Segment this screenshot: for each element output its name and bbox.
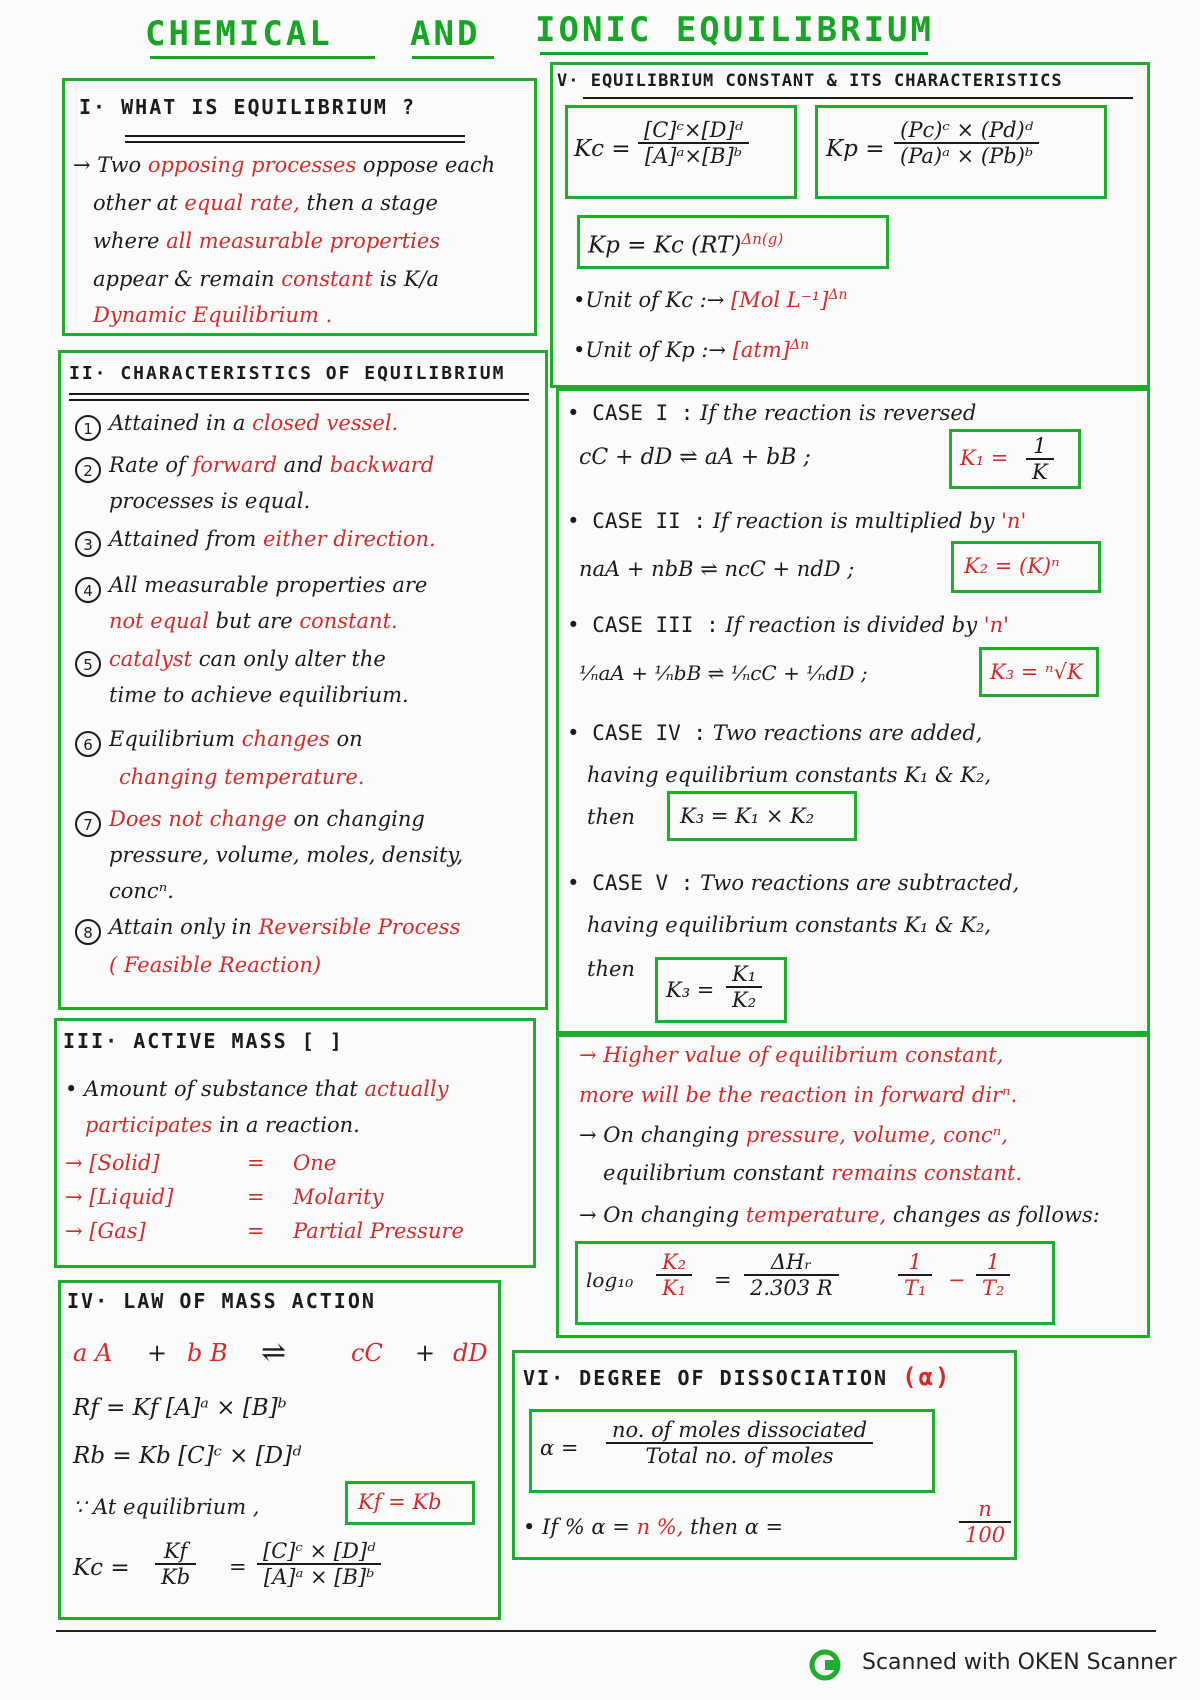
kp-fraction bbox=[894, 118, 1039, 168]
kc-fraction bbox=[638, 118, 749, 168]
fraction-numerator: Kf bbox=[155, 1539, 196, 1565]
kp-kc-relation: Kp = Kc (RT)$^{\Delta n(g)}$ bbox=[588, 230, 784, 259]
case-1-result-box bbox=[949, 429, 1081, 489]
fraction-numerator: 1 bbox=[1026, 434, 1054, 460]
case-4-result-box bbox=[667, 791, 857, 841]
heading-underline bbox=[125, 141, 465, 143]
equals-sign: = bbox=[714, 1268, 732, 1292]
text-line: participates in a reaction. bbox=[85, 1113, 360, 1137]
title-underline-1 bbox=[150, 56, 375, 59]
point-4: All measurable properties are bbox=[109, 573, 428, 597]
reactant-b: b B bbox=[187, 1339, 228, 1367]
k1-fraction bbox=[1026, 434, 1054, 484]
active-mass-value: One bbox=[293, 1151, 337, 1175]
text-line: other at equal rate, then a stage bbox=[93, 191, 438, 215]
kp-kc-relation-box bbox=[577, 215, 889, 269]
log-label: log₁₀ bbox=[586, 1268, 634, 1292]
scanner-logo-icon bbox=[808, 1648, 842, 1682]
number-badge: 2 bbox=[75, 457, 101, 483]
fraction-numerator: [C]ᶜ × [D]ᵈ bbox=[257, 1539, 381, 1565]
fraction-denominator: K₁ bbox=[662, 1276, 687, 1300]
case-4-line: having equilibrium constants K₁ & K₂, bbox=[587, 763, 992, 787]
point-5: catalyst can only alter the bbox=[109, 647, 386, 671]
backward-rate: Rb = Kb [C]ᶜ × [D]ᵈ bbox=[73, 1443, 302, 1469]
fraction-denominator: 2.303 R bbox=[750, 1276, 833, 1300]
unit-of-kp: •Unit of Kp :→ [atm]$^{\Delta n}$ bbox=[573, 337, 810, 362]
title-underline-3 bbox=[540, 52, 928, 55]
plus-sign: + bbox=[147, 1339, 168, 1367]
inverse-t1-fraction bbox=[898, 1250, 932, 1300]
percent-alpha-line: • If % α = n %, then α = bbox=[523, 1515, 784, 1539]
point-6-cont: changing temperature. bbox=[119, 765, 365, 789]
heading-underline bbox=[125, 135, 465, 137]
active-mass-row: → [Liquid] bbox=[65, 1185, 174, 1209]
kp-expression-box bbox=[815, 105, 1107, 199]
kc-lhs: Kc = bbox=[73, 1555, 130, 1581]
section-cases bbox=[556, 388, 1150, 1034]
section-heading: I· WHAT IS EQUILIBRIUM ? bbox=[79, 95, 416, 119]
section-active-mass bbox=[54, 1018, 536, 1268]
point-4-cont: not equal but are constant. bbox=[109, 609, 398, 633]
kf-equals-kb-box bbox=[345, 1481, 475, 1525]
kf-over-kb-fraction bbox=[155, 1539, 196, 1589]
reactant-a: a A bbox=[73, 1339, 113, 1367]
fraction-denominator: Total no. of moles bbox=[645, 1444, 834, 1468]
fraction-numerator: 1 bbox=[898, 1250, 932, 1276]
active-mass-value: Molarity bbox=[293, 1185, 384, 1209]
section-characteristics bbox=[58, 350, 548, 1010]
active-mass-row: → [Gas] bbox=[65, 1219, 146, 1243]
note-line: more will be the reaction in forward dirⁿ. bbox=[579, 1083, 1018, 1107]
vant-hoff-equation-box bbox=[575, 1241, 1055, 1325]
k1-lhs: K₁ = bbox=[960, 446, 1009, 470]
k3-product: K₃ = K₁ × K₂ bbox=[680, 804, 815, 828]
equals-sign: = bbox=[229, 1555, 247, 1579]
title-underline-2 bbox=[412, 56, 494, 59]
number-badge: 3 bbox=[75, 531, 101, 557]
product-d: dD bbox=[453, 1339, 488, 1367]
fraction-denominator: [A]ᵃ×[B]ᵇ bbox=[644, 144, 743, 168]
kc-expression-box bbox=[565, 105, 797, 199]
number-badge: 1 bbox=[75, 415, 101, 441]
fraction-numerator: [C]ᶜ×[D]ᵈ bbox=[638, 118, 749, 144]
kc-concentration-fraction bbox=[257, 1539, 381, 1589]
fraction-denominator: (Pa)ᵃ × (Pb)ᵇ bbox=[900, 144, 1034, 168]
alpha-lhs: α = bbox=[540, 1436, 579, 1460]
case-5-label: • CASE V : Two reactions are subtracted, bbox=[567, 871, 1020, 895]
title-word-chemical: CHEMICAL bbox=[145, 14, 333, 54]
kf-equals-kb: Kf = Kb bbox=[358, 1490, 442, 1514]
fraction-denominator: K₂ bbox=[732, 988, 757, 1012]
point-7-cont: concⁿ. bbox=[109, 879, 174, 903]
dynamic-equilibrium-label: Dynamic Equilibrium . bbox=[93, 303, 333, 327]
case-4-then: then bbox=[587, 805, 635, 829]
active-mass-row: → [Solid] bbox=[65, 1151, 160, 1175]
fraction-denominator: Kb bbox=[161, 1565, 191, 1589]
fraction-numerator: no. of moles dissociated bbox=[606, 1418, 873, 1444]
kc-lhs: Kc = bbox=[574, 136, 631, 162]
section-heading: V· EQUILIBRIUM CONSTANT & ITS CHARACTERISTICS bbox=[557, 71, 1063, 91]
at-equilibrium-label: ∵ At equilibrium , bbox=[73, 1495, 260, 1519]
unit-of-kc: •Unit of Kc :→ [Mol L⁻¹]$^{\Delta n}$ bbox=[573, 287, 848, 312]
k2-result: K₂ = (K)ⁿ bbox=[964, 554, 1060, 578]
fraction-numerator: 1 bbox=[976, 1250, 1010, 1276]
section-equilibrium-constant bbox=[550, 62, 1150, 388]
k1-over-k2-fraction bbox=[726, 962, 762, 1012]
point-8-cont: ( Feasible Reaction) bbox=[109, 953, 322, 977]
case-5-result-box bbox=[655, 957, 787, 1023]
case-5-then: then bbox=[587, 957, 635, 981]
text-line: where all measurable properties bbox=[93, 229, 441, 253]
fraction-denominator: T₁ bbox=[904, 1276, 927, 1300]
fraction-numerator: K₂ bbox=[656, 1250, 692, 1276]
number-badge: 5 bbox=[75, 651, 101, 677]
alpha-formula-box bbox=[529, 1409, 935, 1493]
number-badge: 7 bbox=[75, 811, 101, 837]
product-c: cC bbox=[351, 1339, 383, 1367]
page-divider bbox=[56, 1630, 1156, 1632]
note-line: → Higher value of equilibrium constant, bbox=[579, 1043, 1004, 1067]
number-badge: 6 bbox=[75, 731, 101, 757]
equilibrium-arrow-icon: ⇌ bbox=[261, 1335, 287, 1370]
section-heading: III· ACTIVE MASS [ ] bbox=[63, 1029, 344, 1053]
fraction-denominator: 100 bbox=[965, 1523, 1006, 1547]
text-line: appear & remain constant is K/a bbox=[93, 267, 440, 291]
point-6: Equilibrium changes on bbox=[109, 727, 363, 751]
title-word-ionic-equilibrium: IONIC EQUILIBRIUM bbox=[535, 10, 934, 50]
case-3-equation: ¹⁄ₙaA + ¹⁄ₙbB ⇌ ¹⁄ₙcC + ¹⁄ₙdD ; bbox=[579, 661, 868, 685]
plus-sign: + bbox=[415, 1339, 436, 1367]
note-line: equilibrium constant remains constant. bbox=[603, 1161, 1023, 1185]
inverse-t2-fraction bbox=[976, 1250, 1010, 1300]
fraction-numerator: (Pc)ᶜ × (Pd)ᵈ bbox=[894, 118, 1039, 144]
heading-underline bbox=[69, 393, 529, 395]
note-line: → On changing temperature, changes as follows: bbox=[579, 1203, 1100, 1227]
case-3-label: • CASE III : If reaction is divided by 'n' bbox=[567, 613, 1009, 637]
point-7-cont: pressure, volume, moles, density, bbox=[109, 843, 464, 867]
case-2-label: • CASE II : If reaction is multiplied by 'n' bbox=[567, 509, 1027, 533]
point-3: Attained from either direction. bbox=[109, 527, 436, 551]
point-1: Attained in a closed vessel. bbox=[109, 411, 399, 435]
enthalpy-fraction bbox=[744, 1250, 839, 1300]
text-line: → Two opposing processes oppose each bbox=[73, 153, 496, 177]
case-4-label: • CASE IV : Two reactions are added, bbox=[567, 721, 983, 745]
case-5-line: having equilibrium constants K₁ & K₂, bbox=[587, 913, 992, 937]
case-2-equation: naA + nbB ⇌ ncC + ndD ; bbox=[579, 557, 855, 581]
title-word-and: AND bbox=[410, 14, 481, 54]
k3-lhs: K₃ = bbox=[666, 978, 715, 1002]
equals-sign: = bbox=[247, 1151, 265, 1175]
point-8: Attain only in Reversible Process bbox=[109, 915, 461, 939]
section-degree-of-dissociation bbox=[512, 1350, 1017, 1560]
section-heading: VI· DEGREE OF DISSOCIATION (α) bbox=[523, 1363, 952, 1391]
case-3-result-box bbox=[979, 647, 1099, 697]
text-line: • Amount of substance that actually bbox=[65, 1077, 449, 1101]
equals-sign: = bbox=[247, 1185, 265, 1209]
case-2-result-box bbox=[951, 541, 1101, 593]
equals-sign: = bbox=[247, 1219, 265, 1243]
alpha-fraction bbox=[606, 1418, 873, 1468]
point-7: Does not change on changing bbox=[109, 807, 425, 831]
minus-sign: − bbox=[948, 1268, 966, 1292]
section-what-is-equilibrium bbox=[62, 78, 537, 336]
heading-underline bbox=[583, 97, 1133, 99]
number-badge: 8 bbox=[75, 919, 101, 945]
fraction-numerator: n bbox=[959, 1497, 1011, 1523]
page-title bbox=[0, 8, 1200, 64]
fraction-denominator: T₂ bbox=[982, 1276, 1005, 1300]
point-5-cont: time to achieve equilibrium. bbox=[109, 683, 409, 707]
number-badge: 4 bbox=[75, 577, 101, 603]
note-line: → On changing pressure, volume, concⁿ, bbox=[579, 1123, 1008, 1147]
scanner-watermark: Scanned with OKEN Scanner bbox=[862, 1650, 1177, 1675]
fraction-numerator: K₁ bbox=[726, 962, 762, 988]
section-heading: II· CHARACTERISTICS OF EQUILIBRIUM bbox=[69, 363, 506, 384]
active-mass-value: Partial Pressure bbox=[293, 1219, 464, 1243]
case-1-equation: cC + dD ⇌ aA + bB ; bbox=[579, 445, 811, 470]
k3-result: K₃ = ⁿ√K bbox=[990, 660, 1083, 684]
point-2-cont: processes is equal. bbox=[109, 489, 311, 513]
forward-rate: Rf = Kf [A]ᵃ × [B]ᵇ bbox=[73, 1395, 287, 1421]
kp-lhs: Kp = bbox=[826, 136, 885, 162]
k2-over-k1-fraction bbox=[656, 1250, 692, 1300]
section-notes bbox=[556, 1034, 1150, 1338]
fraction-numerator: ΔHᵣ bbox=[744, 1250, 839, 1276]
case-1-label: • CASE I : If the reaction is reversed bbox=[567, 401, 977, 425]
n-over-100-fraction bbox=[959, 1497, 1011, 1547]
section-law-of-mass-action bbox=[58, 1280, 501, 1620]
point-2: Rate of forward and backward bbox=[109, 453, 435, 477]
fraction-denominator: K bbox=[1032, 460, 1048, 484]
fraction-denominator: [A]ᵃ × [B]ᵇ bbox=[263, 1565, 375, 1589]
section-heading: IV· LAW OF MASS ACTION bbox=[67, 1289, 376, 1313]
heading-underline bbox=[69, 399, 529, 401]
